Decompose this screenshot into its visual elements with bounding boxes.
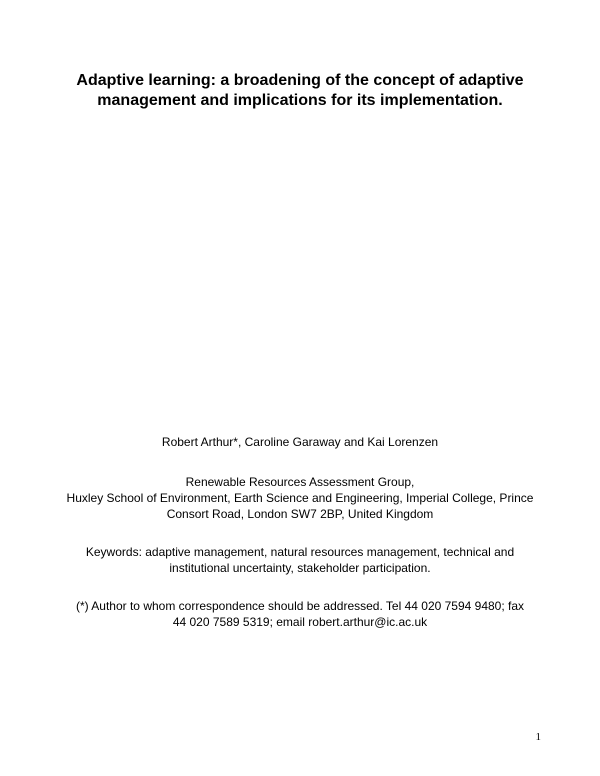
- affiliation: [40, 474, 560, 522]
- keywords: [40, 544, 560, 576]
- author-names: Robert Arthur*, Caroline Garaway and Kai Lorenzen: [161, 435, 439, 449]
- paper-title-line: Adaptive learning: a broadening of the concept of adaptive: [76, 72, 524, 89]
- author-list: [40, 434, 560, 450]
- paper-title-line: management and implications for its implementation.: [97, 92, 503, 109]
- affiliation-line: Consort Road, London SW7 2BP, United Kingdom: [166, 507, 434, 521]
- page-number: 1: [535, 731, 541, 743]
- affiliation-line: Renewable Resources Assessment Group,: [185, 475, 415, 489]
- correspondence-line: (*) Author to whom correspondence should be addressed. Tel 44 020 7594 9480; fax: [75, 599, 525, 613]
- paper-title: [40, 71, 560, 111]
- correspondence-note: [40, 598, 560, 630]
- keywords-line: Keywords: adaptive management, natural resources management, technical and: [85, 545, 515, 559]
- correspondence-line: 44 020 7589 5319; email robert.arthur@ic.ac.uk: [172, 615, 428, 629]
- affiliation-line: Huxley School of Environment, Earth Science and Engineering, Imperial College, Prince: [66, 491, 534, 505]
- keywords-line: institutional uncertainty, stakeholder participation.: [169, 561, 431, 575]
